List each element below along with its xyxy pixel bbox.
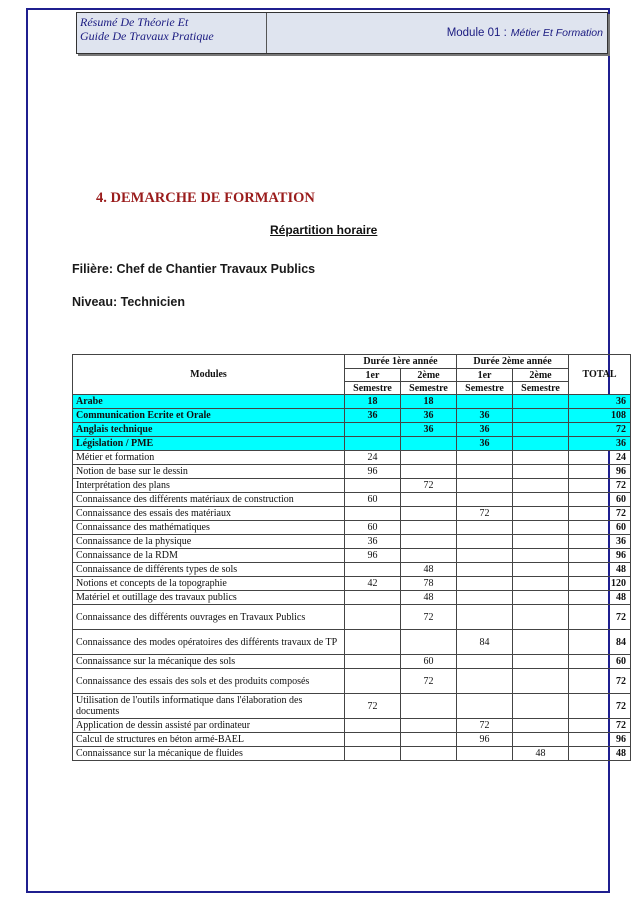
table-row (73, 535, 631, 549)
sem3-cell (457, 493, 513, 507)
module-name-cell: Connaissance des modes opératoires des différents travaux de TP (73, 630, 345, 655)
header-left-line1: Résumé De Théorie Et (80, 15, 189, 29)
total-cell: 72 (569, 719, 631, 733)
total-cell: 72 (569, 479, 631, 493)
total-cell: 96 (569, 465, 631, 479)
header-left (77, 13, 267, 53)
sem2-cell (401, 465, 457, 479)
sem4-cell (513, 493, 569, 507)
sem3-cell: 72 (457, 507, 513, 521)
module-name-cell: Connaissance de la physique (73, 535, 345, 549)
sem2-header-sub: Semestre (401, 382, 457, 395)
sem2-cell (401, 694, 457, 719)
sem3-cell (457, 395, 513, 409)
sem4-cell (513, 630, 569, 655)
sem2-cell: 48 (401, 563, 457, 577)
module-name-cell: Utilisation de l'outils informatique dans l'élaboration des documents (73, 694, 345, 719)
total-cell: 24 (569, 451, 631, 465)
module-name-cell: Anglais technique (73, 423, 345, 437)
sem4-cell (513, 719, 569, 733)
sem4-cell (513, 395, 569, 409)
sem2-cell: 18 (401, 395, 457, 409)
table-row (73, 423, 631, 437)
total-cell: 60 (569, 521, 631, 535)
header-left-line2: Guide De Travaux Pratique (80, 29, 214, 43)
sem1-cell (345, 423, 401, 437)
sem2-cell (401, 521, 457, 535)
sem3-cell (457, 465, 513, 479)
sem2-cell (401, 630, 457, 655)
total-cell: 48 (569, 591, 631, 605)
sem2-cell (401, 535, 457, 549)
module-name-cell: Connaissance de la RDM (73, 549, 345, 563)
sem4-cell (513, 669, 569, 694)
subtitle: Répartition horaire (270, 223, 378, 237)
module-name-cell: Notion de base sur le dessin (73, 465, 345, 479)
module-name-cell: Connaissance sur la mécanique de fluides (73, 747, 345, 761)
sem3-cell (457, 549, 513, 563)
year1-header: Durée 1ère année (345, 355, 457, 369)
total-cell: 36 (569, 437, 631, 451)
sem2-cell: 36 (401, 409, 457, 423)
total-cell: 72 (569, 507, 631, 521)
sem1-cell: 42 (345, 577, 401, 591)
sem1-cell: 96 (345, 465, 401, 479)
total-cell: 120 (569, 577, 631, 591)
sem1-cell (345, 733, 401, 747)
header-module-title: Métier Et Formation (510, 27, 603, 39)
sem3-cell: 72 (457, 719, 513, 733)
sem2-cell: 72 (401, 479, 457, 493)
table-row (73, 409, 631, 423)
table-row (73, 719, 631, 733)
sem4-cell (513, 655, 569, 669)
sem4-cell (513, 605, 569, 630)
table-row (73, 465, 631, 479)
sem4-header: 2ème (513, 369, 569, 382)
sem3-cell (457, 655, 513, 669)
total-cell: 60 (569, 655, 631, 669)
page-header (76, 12, 608, 54)
total-cell: 96 (569, 549, 631, 563)
table-row (73, 563, 631, 577)
sem2-cell: 60 (401, 655, 457, 669)
sem1-cell: 60 (345, 493, 401, 507)
module-name-cell: Connaissance de différents types de sols (73, 563, 345, 577)
sem4-cell (513, 535, 569, 549)
sem2-cell (401, 747, 457, 761)
sem3-cell (457, 605, 513, 630)
table-row (73, 655, 631, 669)
module-name-cell: Législation / PME (73, 437, 345, 451)
sem1-cell: 24 (345, 451, 401, 465)
table-row (73, 591, 631, 605)
sem1-cell (345, 605, 401, 630)
total-cell: 84 (569, 630, 631, 655)
table-row (73, 747, 631, 761)
sem1-cell (345, 507, 401, 521)
sem1-cell: 96 (345, 549, 401, 563)
module-name-cell: Connaissance des différents matériaux de construction (73, 493, 345, 507)
module-name-cell: Arabe (73, 395, 345, 409)
table-row (73, 549, 631, 563)
sem2-cell (401, 719, 457, 733)
total-cell: 72 (569, 669, 631, 694)
module-name-cell: Connaissance des mathématiques (73, 521, 345, 535)
table-row (73, 733, 631, 747)
header-module: Module 01 : (446, 27, 507, 39)
sem4-cell (513, 507, 569, 521)
sem3-cell (457, 521, 513, 535)
table-row (73, 451, 631, 465)
sem1-header: 1er (345, 369, 401, 382)
sem3-cell: 96 (457, 733, 513, 747)
schedule-table (72, 354, 631, 761)
module-name-cell: Matériel et outillage des travaux publics (73, 591, 345, 605)
sem4-header-sub: Semestre (513, 382, 569, 395)
total-cell: 36 (569, 535, 631, 549)
total-cell: 96 (569, 733, 631, 747)
table-row (73, 395, 631, 409)
sem2-cell (401, 493, 457, 507)
sem2-cell (401, 437, 457, 451)
sem4-cell (513, 591, 569, 605)
total-header: TOTAL (569, 355, 631, 395)
sem4-cell: 48 (513, 747, 569, 761)
sem3-cell: 84 (457, 630, 513, 655)
module-name-cell: Interprétation des plans (73, 479, 345, 493)
total-cell: 72 (569, 423, 631, 437)
sem2-cell: 72 (401, 669, 457, 694)
sem4-cell (513, 437, 569, 451)
sem2-cell: 78 (401, 577, 457, 591)
sem1-cell (345, 719, 401, 733)
sem4-cell (513, 423, 569, 437)
sem3-cell: 36 (457, 423, 513, 437)
table-row (73, 521, 631, 535)
section-title: 4. DEMARCHE DE FORMATION (96, 190, 315, 206)
module-name-cell: Notions et concepts de la topographie (73, 577, 345, 591)
module-name-cell: Métier et formation (73, 451, 345, 465)
table-row (73, 669, 631, 694)
module-name-cell: Connaissance des essais des matériaux (73, 507, 345, 521)
sem1-cell: 36 (345, 409, 401, 423)
module-name-cell: Communication Ecrite et Orale (73, 409, 345, 423)
module-name-cell: Calcul de structures en béton armé-BAEL (73, 733, 345, 747)
module-name-cell: Connaissance des essais des sols et des produits composés (73, 669, 345, 694)
sem3-cell (457, 563, 513, 577)
sem2-cell (401, 507, 457, 521)
module-name-cell: Connaissance sur la mécanique des sols (73, 655, 345, 669)
sem1-cell: 72 (345, 694, 401, 719)
sem3-cell (457, 535, 513, 549)
total-cell: 48 (569, 747, 631, 761)
sem1-cell: 60 (345, 521, 401, 535)
module-name-cell: Application de dessin assisté par ordinateur (73, 719, 345, 733)
total-cell: 72 (569, 694, 631, 719)
total-cell: 60 (569, 493, 631, 507)
total-cell: 72 (569, 605, 631, 630)
sem4-cell (513, 733, 569, 747)
sem1-cell (345, 669, 401, 694)
sem2-cell: 48 (401, 591, 457, 605)
sem3-header-sub: Semestre (457, 382, 513, 395)
sem1-cell (345, 591, 401, 605)
sem3-cell (457, 591, 513, 605)
sem2-cell (401, 733, 457, 747)
sem3-cell (457, 694, 513, 719)
sem3-cell (457, 479, 513, 493)
sem1-cell (345, 437, 401, 451)
sem3-cell: 36 (457, 409, 513, 423)
sem3-cell (457, 747, 513, 761)
sem3-header: 1er (457, 369, 513, 382)
sem3-cell (457, 669, 513, 694)
sem4-cell (513, 409, 569, 423)
sem2-header: 2ème (401, 369, 457, 382)
sem4-cell (513, 521, 569, 535)
sem1-cell (345, 563, 401, 577)
sem1-cell (345, 479, 401, 493)
sem4-cell (513, 577, 569, 591)
sem4-cell (513, 465, 569, 479)
table-row (73, 577, 631, 591)
sem1-cell (345, 655, 401, 669)
schedule-rows (73, 395, 631, 761)
sem3-cell: 36 (457, 437, 513, 451)
sem1-cell: 36 (345, 535, 401, 549)
table-row (73, 479, 631, 493)
header-right (267, 13, 607, 53)
total-cell: 108 (569, 409, 631, 423)
sem1-header-sub: Semestre (345, 382, 401, 395)
filiere-label: Filière: Chef de Chantier Travaux Publics (72, 262, 316, 276)
table-row (73, 694, 631, 719)
sem3-cell (457, 451, 513, 465)
sem1-cell (345, 630, 401, 655)
total-cell: 48 (569, 563, 631, 577)
sem1-cell (345, 747, 401, 761)
table-row (73, 437, 631, 451)
niveau-label: Niveau: Technicien (72, 295, 185, 309)
sem2-cell: 72 (401, 605, 457, 630)
sem2-cell (401, 451, 457, 465)
sem4-cell (513, 451, 569, 465)
sem1-cell: 18 (345, 395, 401, 409)
sem4-cell (513, 479, 569, 493)
sem3-cell (457, 577, 513, 591)
total-cell: 36 (569, 395, 631, 409)
sem4-cell (513, 549, 569, 563)
table-row (73, 605, 631, 630)
sem2-cell (401, 549, 457, 563)
sem2-cell: 36 (401, 423, 457, 437)
year2-header: Durée 2ème année (457, 355, 569, 369)
sem4-cell (513, 563, 569, 577)
table-row (73, 493, 631, 507)
table-row (73, 507, 631, 521)
col-modules-header: Modules (73, 355, 345, 395)
sem4-cell (513, 694, 569, 719)
module-name-cell: Connaissance des différents ouvrages en Travaux Publics (73, 605, 345, 630)
table-row (73, 630, 631, 655)
